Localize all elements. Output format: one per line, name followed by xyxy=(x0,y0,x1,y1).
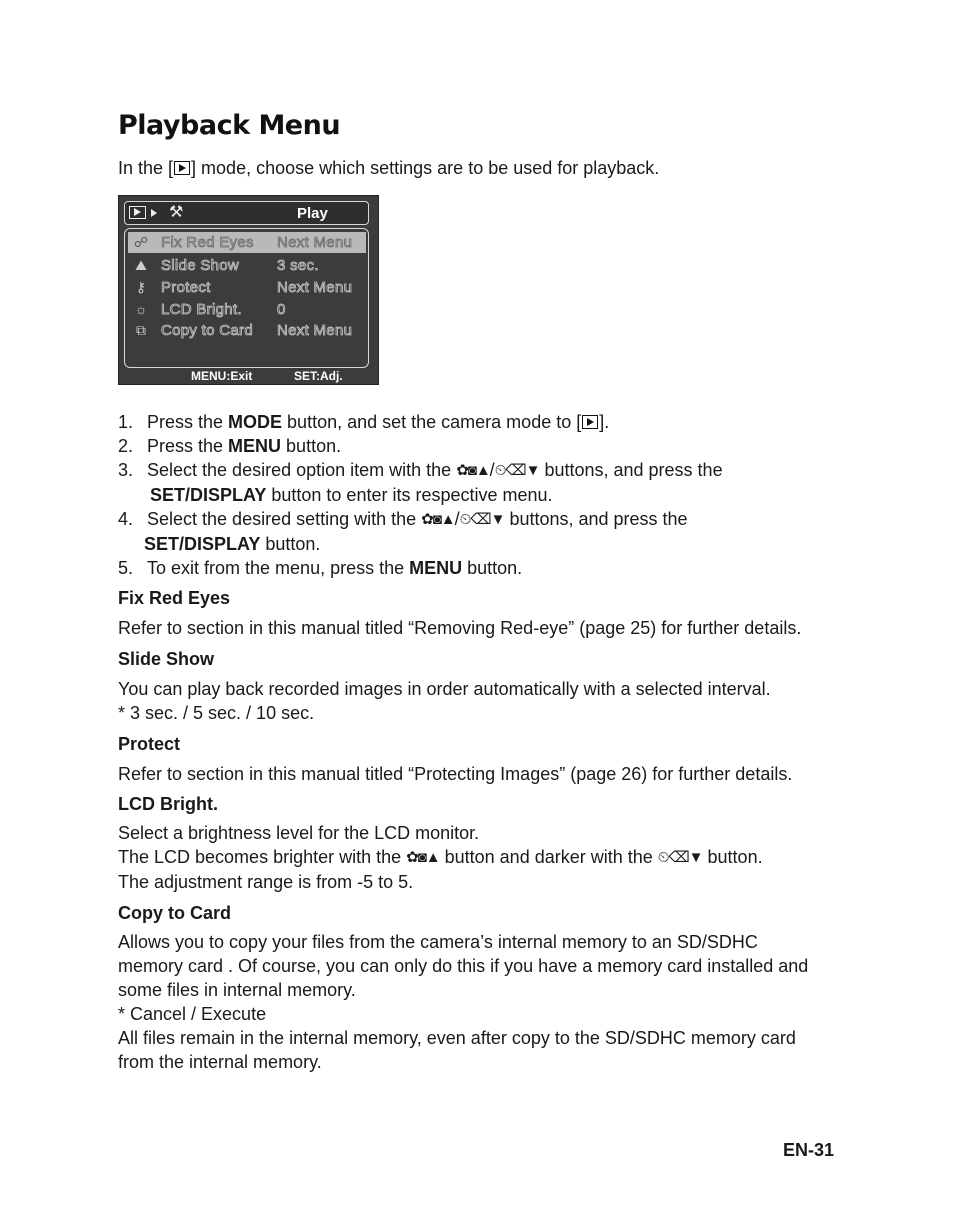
down-button-icon: ⏲⌫▼ xyxy=(494,462,540,479)
lcd-header-label: Play xyxy=(297,205,328,222)
section-heading-slide-show: Slide Show xyxy=(118,649,215,669)
wrench-icon: ⚒ xyxy=(169,204,184,221)
section-heading-protect: Protect xyxy=(118,734,181,754)
lcd-menu-item-protect: ⚷ Protect Next Menu xyxy=(128,277,366,298)
down-button-icon: ⏲⌫▼ xyxy=(657,849,703,866)
copy-icon: ⧉ xyxy=(136,322,146,338)
lcd-menu-list xyxy=(124,228,369,368)
section-heading-copy-to-card: Copy to Card xyxy=(118,903,232,923)
arrow-right-icon xyxy=(151,209,157,217)
step-item: 2. Press the MENU button. xyxy=(118,436,342,456)
page-title: Playback Menu xyxy=(118,110,341,141)
step-item: 4. Select the desired setting with the ✿◙▲/⏲⌫▼ buttons, and press the SET/DISPLAY button. xyxy=(118,509,688,554)
lcd-footer-adjust: SET:Adj. xyxy=(294,369,343,383)
section-heading-fix-red-eyes: Fix Red Eyes xyxy=(118,588,231,608)
lcd-footer-exit: MENU:Exit xyxy=(191,369,253,383)
step-item: 5. To exit from the menu, press the MENU button. xyxy=(118,558,523,578)
camera-lcd-menu xyxy=(118,195,379,385)
section-text-protect: Refer to section in this manual titled “Protecting Images” (page 26) for further details. xyxy=(118,764,793,784)
section-text-lcd-bright: Select a brightness level for the LCD monitor. The LCD becomes brighter with the ✿◙▲ button and darker with the ⏲⌫▼ button. The adjustment range is from -5 to 5. xyxy=(118,823,763,892)
slideshow-icon: ⛰ xyxy=(135,257,147,273)
brightness-icon: ☼ xyxy=(134,301,148,317)
lcd-menu-item-lcd-bright: ☼ LCD Bright. 0 xyxy=(128,299,366,320)
key-icon: ⚷ xyxy=(135,279,147,295)
step-item: 3. Select the desired option item with the ✿◙▲/⏲⌫▼ buttons, and press the SET/DISPLAY button to enter its respective menu. xyxy=(118,460,723,505)
playback-mode-icon xyxy=(129,206,146,219)
intro-text: In the [ ] mode, choose which settings are to be used for playback. xyxy=(118,158,660,178)
up-button-icon: ✿◙▲ xyxy=(421,511,455,528)
lcd-menu-item-copy-to-card: ⧉ Copy to Card Next Menu xyxy=(128,320,366,341)
lcd-menu-item-fix-red-eyes: ☍ Fix Red Eyes Next Menu xyxy=(128,232,366,253)
section-heading-lcd-bright: LCD Bright. xyxy=(118,794,218,814)
step-item: 1. Press the MODE button, and set the camera mode to [ ]. xyxy=(118,412,610,432)
page-number: EN-31 xyxy=(783,1140,835,1160)
playback-mode-icon xyxy=(582,415,598,429)
playback-mode-icon xyxy=(174,161,190,175)
down-button-icon: ⏲⌫▼ xyxy=(459,511,505,528)
section-text-slide-show: You can play back recorded images in order automatically with a selected interval. * 3 sec. / 5 sec. / 10 sec. xyxy=(118,679,771,723)
lcd-menu-item-slide-show: ⛰ Slide Show 3 sec. xyxy=(128,255,366,276)
section-text-fix-red-eyes: Refer to section in this manual titled “Removing Red-eye” (page 25) for further details. xyxy=(118,618,802,638)
lcd-header xyxy=(124,201,369,225)
steps-list xyxy=(118,410,838,580)
section-text-copy-to-card: Allows you to copy your files from the camera’s internal memory to an SD/SDHC memory card . Of course, you can only do this if you have a memory card installed and some files in internal memory. * Cancel / Execute All files remain in the internal memory, even after copy to the SD/SDHC memory card from the internal memory. xyxy=(118,932,809,1072)
up-button-icon: ✿◙▲ xyxy=(456,462,490,479)
red-eye-icon: ☍ xyxy=(133,234,149,250)
up-button-icon: ✿◙▲ xyxy=(406,849,440,866)
